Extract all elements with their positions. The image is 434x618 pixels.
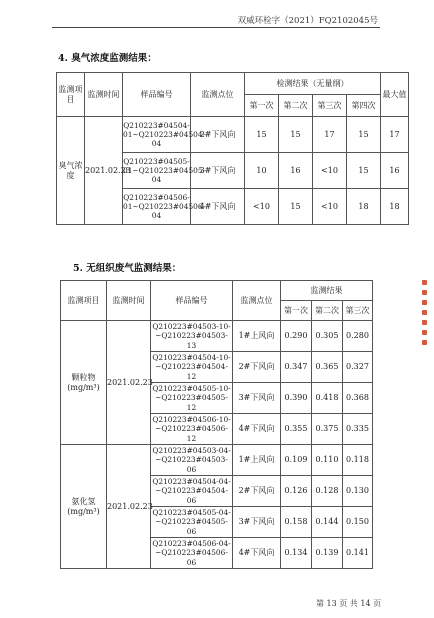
value: 0.290: [281, 321, 312, 352]
max-value: 17: [381, 117, 409, 153]
table-row: [61, 445, 373, 476]
sample-id: Q210223#04506-04-~Q210223#04506-06: [152, 539, 231, 567]
item-name: 颗粒物: [71, 372, 96, 382]
sample-id: Q210223#04504-01~Q210223#04504-04: [123, 117, 191, 153]
time-cell: 2021.02.23: [107, 321, 151, 445]
header-run-1: 第一次: [245, 95, 279, 117]
value: 0.130: [343, 476, 373, 507]
fugitive-emission-section-title: 5. 无组织废气监测结果：: [73, 263, 182, 274]
table-row: [57, 117, 409, 153]
value: 10: [245, 153, 279, 189]
value: 16: [279, 153, 313, 189]
value: 0.305: [312, 321, 343, 352]
value: 17: [313, 117, 347, 153]
fugitive-emission-table: [60, 280, 373, 569]
item-cell: [61, 321, 107, 445]
value: 0.158: [281, 507, 312, 538]
value: 18: [347, 189, 381, 225]
sample-id: Q210223#04504-04-~Q210223#04504-06: [152, 477, 231, 505]
value: 0.128: [312, 476, 343, 507]
value: 0.139: [312, 538, 343, 569]
max-value: 16: [381, 153, 409, 189]
value: 0.150: [343, 507, 373, 538]
header-sample: 样品编号: [151, 281, 233, 321]
odor-concentration-table: [56, 72, 409, 225]
point: 1#上风向: [233, 321, 281, 352]
value: 0.390: [281, 383, 312, 414]
point: 3#下风向: [233, 383, 281, 414]
time-cell: 2021.02.23: [107, 445, 151, 569]
header-sample: 样品编号: [123, 73, 191, 117]
point: 4#下风向: [233, 414, 281, 445]
header-run-4: 第四次: [347, 95, 381, 117]
max-value: 18: [381, 189, 409, 225]
value: 15: [279, 189, 313, 225]
header-run-2: 第二次: [279, 95, 313, 117]
sample-id: Q210223#04503-04-~Q210223#04503-06: [152, 446, 231, 474]
value: 15: [279, 117, 313, 153]
sample-id: Q210223#04505-04-~Q210223#04505-06: [152, 508, 231, 536]
header-point: 监测点位: [191, 73, 245, 117]
header-item: 监测项目: [57, 73, 85, 117]
sample-id: Q210223#04505-10-~Q210223#04505-12: [152, 384, 231, 412]
value: 0.327: [343, 352, 373, 383]
header-rule: [52, 27, 380, 28]
header-result: 监测结果: [281, 281, 373, 301]
header-result: 检测结果（无量纲）: [245, 73, 381, 95]
value: 0.280: [343, 321, 373, 352]
value: 0.134: [281, 538, 312, 569]
value: 0.365: [312, 352, 343, 383]
odor-section-title: 4. 臭气浓度监测结果：: [58, 53, 157, 64]
header-item: 监测项目: [61, 281, 107, 321]
value: 0.118: [343, 445, 373, 476]
value: <10: [245, 189, 279, 225]
item-unit: (mg/m³): [67, 506, 100, 516]
value: 0.375: [312, 414, 343, 445]
point: 2#下风向: [233, 352, 281, 383]
seal-mark: [420, 275, 429, 355]
point: 1#上风向: [233, 445, 281, 476]
value: 15: [347, 153, 381, 189]
point: 4#下风向: [191, 189, 245, 225]
point: 3#下风向: [233, 507, 281, 538]
item-unit: (mg/m³): [67, 382, 100, 392]
header-time: 监测时间: [107, 281, 151, 321]
report-number: 双威环检字（2021）FQ2102045号: [237, 16, 378, 26]
value: 0.335: [343, 414, 373, 445]
header-run-2: 第二次: [312, 301, 343, 321]
value: 0.110: [312, 445, 343, 476]
header-run-1: 第一次: [281, 301, 312, 321]
value: 0.109: [281, 445, 312, 476]
time-cell: 2021.02.23: [85, 117, 123, 225]
page-number: 第 13 页 共 14 页: [316, 599, 382, 608]
value: 0.347: [281, 352, 312, 383]
header-time: 监测时间: [85, 73, 123, 117]
sample-id: Q210223#04505-01~Q210223#04505-04: [123, 153, 191, 189]
sample-id: Q210223#04506-01~Q210223#04506-04: [123, 189, 191, 225]
point: 2#下风向: [191, 117, 245, 153]
table-row: [61, 321, 373, 352]
value: 0.355: [281, 414, 312, 445]
value: 0.141: [343, 538, 373, 569]
header-max: 最大值: [381, 73, 409, 117]
header-run-3: 第三次: [343, 301, 373, 321]
value: <10: [313, 153, 347, 189]
value: 0.418: [312, 383, 343, 414]
header-run-3: 第三次: [313, 95, 347, 117]
value: 15: [245, 117, 279, 153]
value: 0.368: [343, 383, 373, 414]
sample-id: Q210223#04504-10-~Q210223#04504-12: [152, 353, 231, 381]
value: <10: [313, 189, 347, 225]
sample-id: Q210223#04506-10-~Q210223#04506-12: [152, 415, 231, 443]
value: 0.144: [312, 507, 343, 538]
item-name: 氨化氢: [71, 496, 96, 506]
point: 3#下风向: [191, 153, 245, 189]
point: 2#下风向: [233, 476, 281, 507]
value: 15: [347, 117, 381, 153]
item-cell: [61, 445, 107, 569]
item-cell: 臭气浓度: [57, 117, 85, 225]
sample-id: Q210223#04503-10-~Q210223#04503-13: [152, 322, 231, 350]
header-point: 监测点位: [233, 281, 281, 321]
value: 0.126: [281, 476, 312, 507]
point: 4#下风向: [233, 538, 281, 569]
